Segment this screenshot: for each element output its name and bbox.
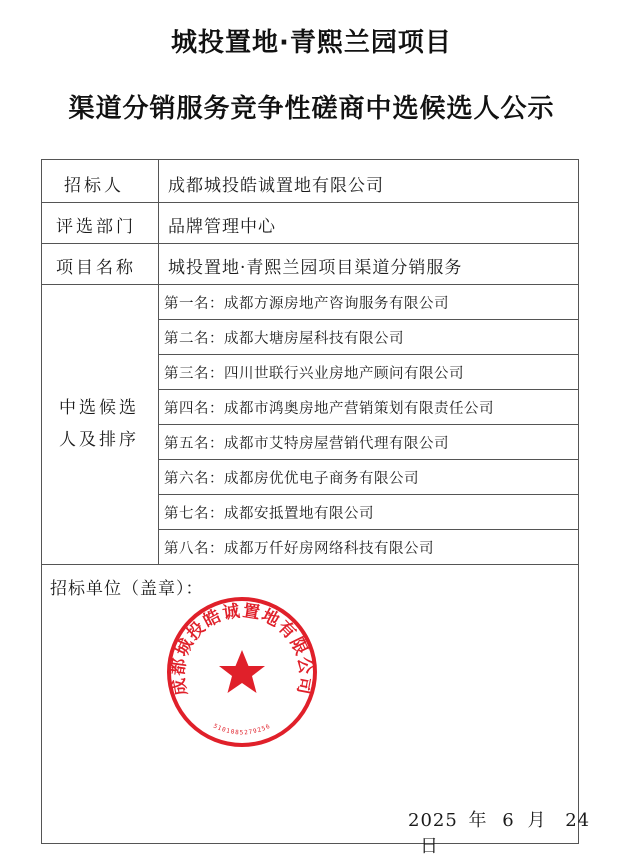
row-label-department: 评选部门 — [56, 217, 136, 237]
row-label-tenderer: 招标人 — [64, 176, 124, 196]
candidates-label-line-1: 中选候选 — [59, 398, 139, 418]
date-month: 6 — [502, 810, 515, 831]
date-year: 2025 — [408, 810, 458, 831]
row-value-department: 品牌管理中心 — [168, 217, 276, 237]
candidate-4: 第四名：成都市鸿奥房地产营销策划有限责任公司 — [164, 401, 494, 417]
row-value-tenderer: 成都城投皓诚置地有限公司 — [168, 176, 384, 196]
company-seal-icon — [164, 594, 320, 750]
candidates-label — [54, 392, 144, 456]
svg-text:5101085279256: 5101085279256 — [212, 722, 272, 737]
page-title-line-2: 渠道分销服务竞争性磋商中选候选人公示 — [68, 94, 555, 124]
row-value-project: 城投置地·青熙兰园项目渠道分销服务 — [168, 258, 463, 278]
candidate-7: 第七名：成都安抵置地有限公司 — [164, 506, 374, 522]
candidate-5: 第五名：成都市艾特房屋营销代理有限公司 — [164, 436, 449, 452]
candidate-3: 第三名：四川世联行兴业房地产顾问有限公司 — [164, 366, 464, 382]
candidate-1: 第一名：成都方源房地产咨询服务有限公司 — [164, 296, 449, 312]
page-title-line-1: 城投置地·青熙兰园项目 — [171, 28, 452, 58]
date-day: 24 — [565, 810, 591, 831]
date-day-unit: 日 — [420, 836, 439, 857]
candidates-label-line-2: 人及排序 — [59, 430, 139, 450]
svg-text:成都城投皓诚置地有限公司: 成都城投皓诚置地有限公司 — [168, 601, 316, 698]
signing-date — [408, 806, 623, 858]
date-year-unit: 年 — [468, 810, 488, 831]
row-label-project: 项目名称 — [56, 258, 136, 278]
stamp-label: 招标单位（盖章）： — [50, 579, 204, 599]
candidate-8: 第八名：成都万仟好房网络科技有限公司 — [164, 541, 434, 557]
candidate-2: 第二名：成都大塘房屋科技有限公司 — [164, 331, 404, 347]
candidate-6: 第六名：成都房优优电子商务有限公司 — [164, 471, 419, 487]
date-month-unit: 月 — [527, 810, 547, 831]
